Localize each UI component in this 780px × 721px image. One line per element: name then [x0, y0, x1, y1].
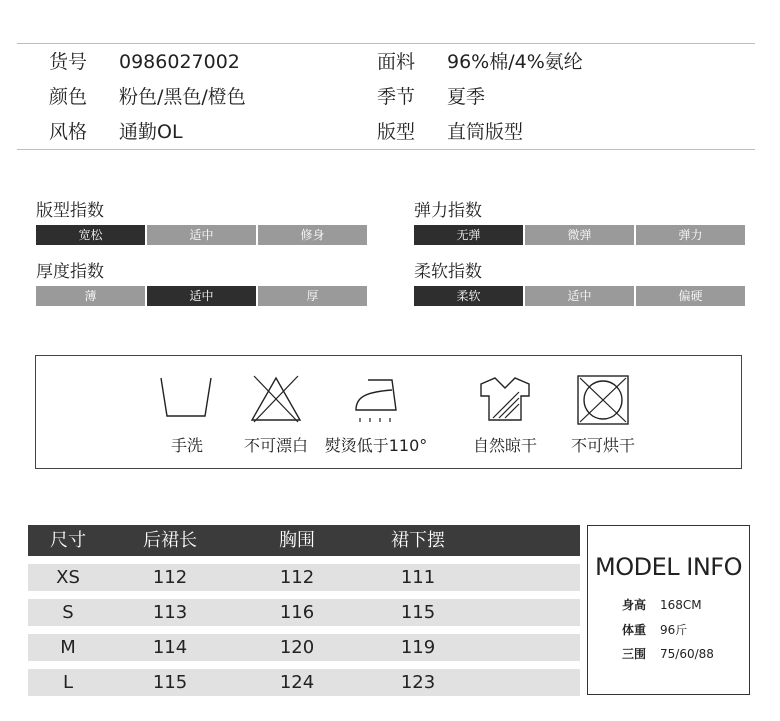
index-title: 弹力指数: [414, 201, 482, 221]
index-bar: [36, 286, 376, 306]
table-row: [28, 634, 580, 661]
size-cell: XS: [56, 567, 80, 588]
model-info-value: 96斤: [660, 623, 688, 637]
column-header: 后裙长: [143, 530, 197, 551]
index-bar: [414, 225, 754, 245]
model-info-label: 体重: [622, 623, 647, 637]
column-header: 裙下摆: [391, 530, 445, 551]
table-row: [28, 599, 580, 626]
model-info-box: [587, 525, 750, 695]
index-option: 宽松: [36, 225, 145, 245]
size-cell: M: [60, 637, 76, 658]
bust-cell: 116: [279, 602, 315, 623]
spec-value: 96%棉/4%氨纶: [447, 51, 583, 73]
spec-value: 直筒版型: [447, 121, 524, 143]
spec-value: 粉色/黑色/橙色: [119, 86, 246, 108]
care-label: 熨烫低于110°: [324, 436, 428, 455]
index-bar: [414, 286, 754, 306]
care-label: 自然晾干: [472, 436, 537, 455]
back-length-cell: 112: [152, 567, 188, 588]
care-label: 手洗: [170, 436, 203, 455]
index-option: 柔软: [414, 286, 523, 306]
care-label: 不可烘干: [570, 436, 635, 455]
spec-row: [17, 44, 755, 79]
hem-cell: 123: [400, 672, 436, 693]
column-header: 胸围: [279, 530, 315, 551]
spec-label: 面料: [377, 51, 416, 73]
index-option: 微弹: [525, 225, 634, 245]
size-cell: L: [62, 672, 74, 693]
index-option: 弹力: [636, 225, 745, 245]
index-title: 柔软指数: [414, 262, 482, 282]
index-option: 适中: [147, 286, 256, 306]
back-length-cell: 115: [152, 672, 188, 693]
bust-cell: 124: [279, 672, 315, 693]
hand-wash-icon: [159, 374, 215, 420]
spec-value: 通勤OL: [119, 121, 183, 143]
size-table: [28, 525, 580, 696]
hem-cell: 119: [400, 637, 436, 658]
index-title: 版型指数: [36, 201, 104, 221]
model-info-row: [622, 622, 687, 638]
spec-value: 夏季: [447, 86, 486, 108]
dry-flat-icon: [475, 374, 535, 424]
hem-cell: 115: [400, 602, 436, 623]
elastic-index: [414, 201, 754, 245]
bust-cell: 120: [279, 637, 315, 658]
spec-label: 版型: [377, 121, 416, 143]
spec-label: 货号: [49, 51, 88, 73]
size-table-header: [28, 525, 580, 556]
model-info-row: [622, 646, 714, 662]
do-not-bleach-icon: [248, 374, 304, 424]
table-row: [28, 564, 580, 591]
bust-cell: 112: [279, 567, 315, 588]
index-option: 适中: [525, 286, 634, 306]
spec-label: 颜色: [49, 86, 88, 108]
model-info-row: [622, 597, 702, 613]
spec-label: 季节: [377, 86, 416, 108]
model-info-label: 身高: [622, 598, 647, 612]
size-cell: S: [62, 602, 74, 623]
thickness-index: [36, 262, 376, 306]
index-option: 无弹: [414, 225, 523, 245]
softness-index: [414, 262, 754, 306]
do-not-tumble-dry-icon: [575, 374, 631, 426]
column-header: 尺寸: [50, 530, 86, 551]
index-bar: [36, 225, 376, 245]
index-option: 偏硬: [636, 286, 745, 306]
back-length-cell: 114: [152, 637, 188, 658]
care-instructions: [35, 355, 742, 469]
model-info-value: 168CM: [660, 598, 702, 612]
product-spec-table: [17, 43, 755, 150]
table-row: [28, 669, 580, 696]
index-option: 厚: [258, 286, 367, 306]
iron-low-icon: [348, 374, 404, 424]
fit-index: [36, 201, 376, 245]
spec-row: [17, 79, 755, 114]
hem-cell: 111: [400, 567, 436, 588]
model-info-title: MODEL INFO: [595, 553, 742, 581]
care-item: [311, 374, 441, 464]
back-length-cell: 113: [152, 602, 188, 623]
index-option: 适中: [147, 225, 256, 245]
spec-label: 风格: [49, 121, 88, 143]
index-option: 修身: [258, 225, 367, 245]
index-option: 薄: [36, 286, 145, 306]
spec-row: [17, 114, 755, 149]
index-title: 厚度指数: [36, 262, 104, 282]
care-label: 不可漂白: [243, 436, 308, 455]
model-info-value: 75/60/88: [660, 647, 714, 661]
model-info-label: 三围: [622, 647, 647, 661]
care-item: [538, 374, 668, 464]
spec-value: 0986027002: [119, 51, 240, 73]
